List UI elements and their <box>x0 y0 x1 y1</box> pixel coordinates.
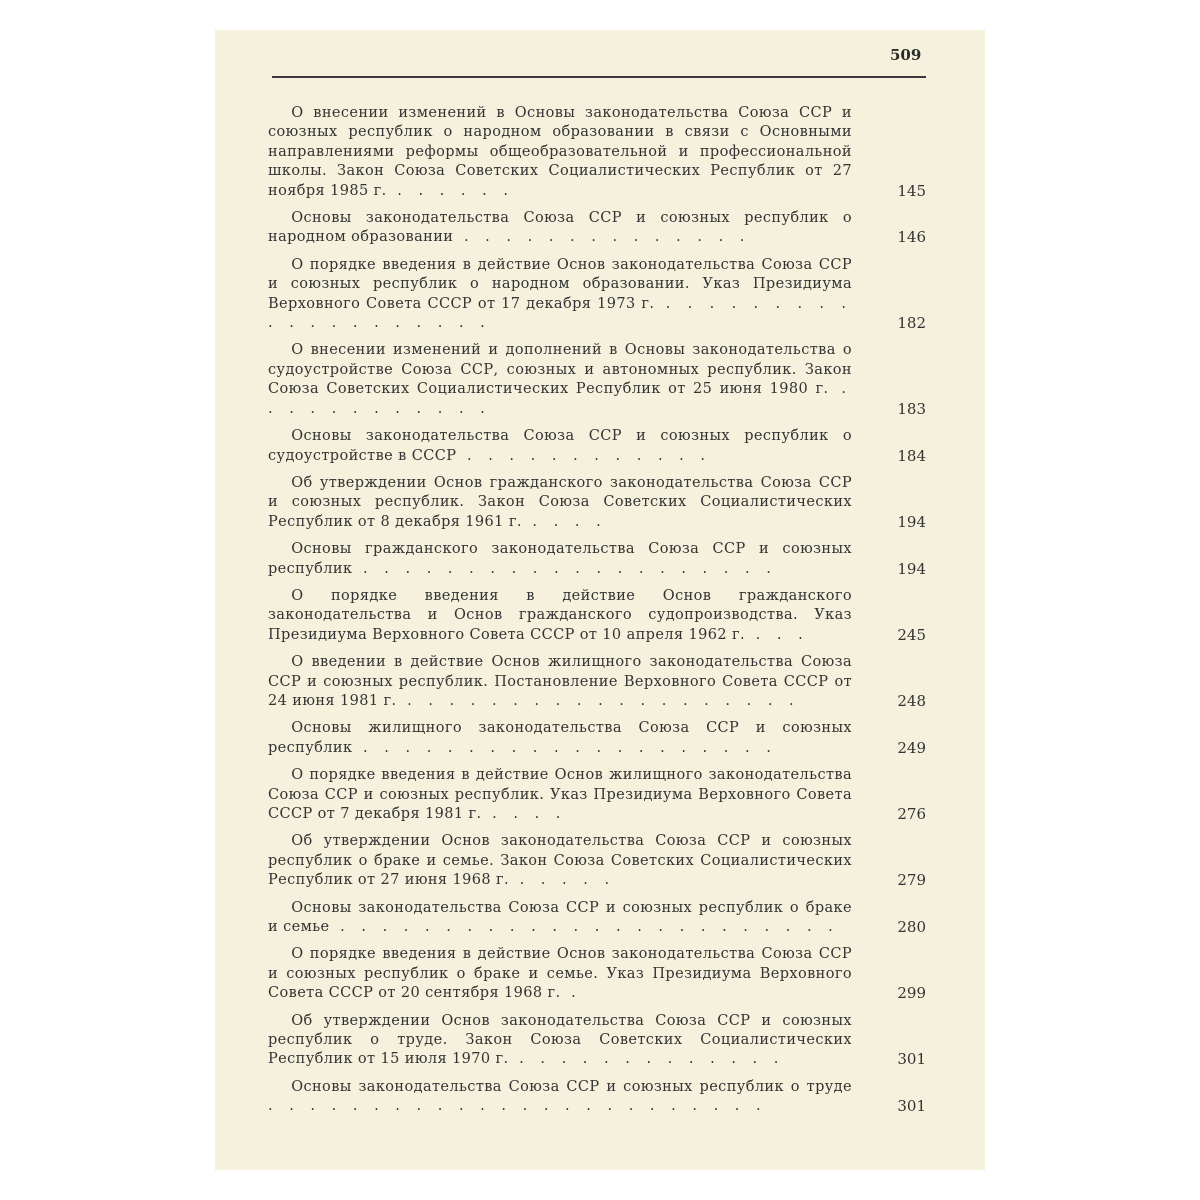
toc-entry-title: О внесении изменений и дополнений в Основы законодательства о судоустройстве Союза ССР, союзных и автономных республик. Закон Союза Советских Социалистических Республик от 25 июня 1980 г. <box>268 342 852 398</box>
toc-entry <box>268 945 928 1003</box>
toc-entry-title: Основы законодательства Союза ССР и союзных республик о браке и семье <box>268 899 852 936</box>
dot-leader: . . . . . . . . . . . . . . . . . . . . <box>268 295 852 332</box>
page-number: 509 <box>890 46 922 64</box>
toc-entry-page: 145 <box>897 181 926 200</box>
toc-entry-title: О порядке введения в действие Основ гражданского законодательства и Основ гражданского судопроизводства. Указ Президиума Верховного Совета СССР от 10 апреля 1962 г. <box>268 587 852 643</box>
toc-entry <box>268 899 928 938</box>
dot-leader: . . . . . . <box>386 182 514 199</box>
toc-entry <box>268 341 928 419</box>
toc-entry <box>268 104 928 201</box>
toc-entry-page: 183 <box>897 399 926 418</box>
toc-entry-page: 146 <box>897 228 926 247</box>
toc-entry <box>268 1078 928 1117</box>
header-rule <box>272 76 926 78</box>
dot-leader: . . . . . . . . . . . . . . . . . . . . . . . . <box>268 1098 767 1115</box>
toc-entry <box>268 1012 928 1070</box>
toc-entry <box>268 540 928 579</box>
dot-leader: . . . . . . . . . . . . . . <box>453 229 751 246</box>
toc-entry-title: Основы жилищного законодательства Союза ССР и союзных республик <box>268 720 852 756</box>
toc-entry <box>268 766 928 824</box>
toc-entry-page: 194 <box>897 512 926 531</box>
toc-entry-page: 276 <box>897 805 926 823</box>
toc-entry-page: 194 <box>897 559 926 578</box>
toc-entry-title: О порядке введения в действие Основ законодательства Союза ССР и союзных республик о народном образовании. Указ Президиума Верховного Совета СССР от 17 декабря 1973 г. <box>268 256 852 312</box>
dot-leader: . . . . . . . . . . . . <box>456 447 711 464</box>
toc-entry-title: Основы законодательства Союза ССР и союзных республик о судоустройстве в СССР <box>268 428 852 464</box>
toc-entry <box>268 474 928 532</box>
dot-leader: . . . . . <box>508 872 616 889</box>
toc-entry-title: Основы законодательства Союза ССР и союзных республик о труде <box>291 1078 852 1095</box>
toc-entry <box>268 209 928 248</box>
toc-entry <box>268 587 928 645</box>
toc-entry-title: О порядке введения в действие Основ законодательства Союза ССР и союзных республик о браке и семье. Указ Президиума Верховного Совета СССР от 20 сентября 1968 г. <box>268 946 852 1002</box>
dot-leader: . . . . . . . . . . . . . . . . . . . <box>396 692 800 709</box>
toc-entry-title: Основы законодательства Союза ССР и союзных республик о народном образовании <box>268 210 852 246</box>
toc-entry-title: О внесении изменений в Основы законодательства Союза ССР и союзных республик о народном образовании в связи с Основными направлениями реформы общеобразовательной и профессиональной школы. Закон Союза Советских Социалистических Республик от 27 ноября 1985 г. <box>268 105 852 199</box>
dot-leader: . <box>560 985 582 1002</box>
toc-entry-title: Основы гражданского законодательства Союза ССР и союзных республик <box>268 541 852 577</box>
toc-entry <box>268 832 928 890</box>
toc-entry-page: 280 <box>897 918 926 937</box>
toc-entry-title: Об утверждении Основ законодательства Союза ССР и союзных республик о труде. Закон Союза Советских Социалистических Республик от 15 июля 1970 г. <box>268 1012 852 1068</box>
toc-entry-page: 182 <box>897 314 926 333</box>
toc-entry-title: Об утверждении Основ законодательства Союза ССР и союзных республик о браке и семье. Закон Союза Советских Социалистических Республик от 27 июня 1968 г. <box>268 833 852 889</box>
toc-entry-page: 301 <box>897 1050 926 1069</box>
dot-leader: . . . . . . . . . . . . . . . . . . . . <box>352 739 777 756</box>
toc-entry-page: 249 <box>897 738 926 757</box>
table-of-contents <box>268 104 928 1125</box>
dot-leader: . . . . . . . . . . . . . . . . . . . . . . . . <box>329 919 839 936</box>
toc-entry <box>268 427 928 466</box>
dot-leader: . . . . . . . . . . . . . <box>508 1051 785 1068</box>
toc-entry-page: 301 <box>897 1097 926 1116</box>
dot-leader: . . . . . . . . . . . . . . . . . . . . <box>352 560 777 577</box>
toc-entry-page: 245 <box>897 625 926 644</box>
toc-entry-page: 248 <box>897 691 926 710</box>
toc-entry <box>268 719 928 758</box>
toc-entry <box>268 256 928 334</box>
toc-entry-title: О порядке введения в действие Основ жилищного законодательства Союза ССР и союзных республик. Указ Президиума Верховного Совета СССР от 7 декабря 1981 г. <box>268 767 852 822</box>
toc-entry-page: 299 <box>897 984 926 1003</box>
dot-leader: . . . . <box>481 806 567 822</box>
toc-entry-page: 279 <box>897 871 926 890</box>
toc-entry-title: Об утверждении Основ гражданского законодательства Союза ССР и союзных республик. Закон Союза Советских Социалистических Республик от 8 декабря 1961 г. <box>268 474 852 530</box>
dot-leader: . . . . <box>521 513 607 530</box>
toc-entry <box>268 653 928 711</box>
toc-entry-page: 184 <box>897 446 926 465</box>
dot-leader: . . . <box>745 626 809 643</box>
toc-entry-title: О введении в действие Основ жилищного законодательства Союза ССР и союзных республик. Постановление Верховного Совета СССР от 24 июня 1981 г. <box>268 654 852 709</box>
dot-leader: . . . . . . . . . . . . <box>268 381 852 417</box>
